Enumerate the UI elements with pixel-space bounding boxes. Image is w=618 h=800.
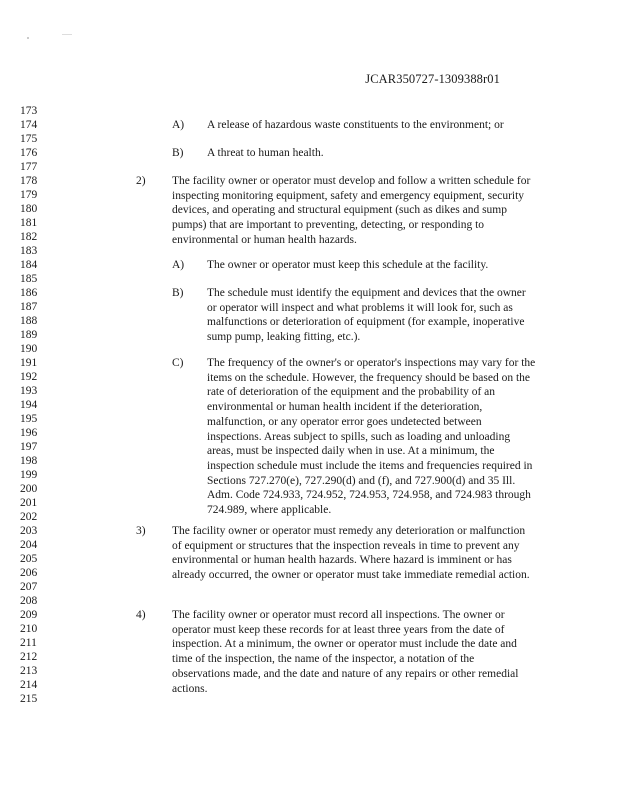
item-text: The owner or operator must keep this schedule at the facility. (207, 259, 489, 271)
line-number: 200 (20, 483, 38, 495)
item-text: The frequency of the owner's or operator's inspections may vary for the items on the schedule. However, the frequency should be based on the rate of deterioration of the equipment and the probability of an environmental or human health incident if the deterioration, malfunction, or any operator error goes undetected between inspections. Areas subject to spills, such as loading and unloading areas, must be inspected daily when in use. At a minimum, the inspection schedule must include the items and frequencies required in Sections 727.270(e), 727.290(d) and (f), and 727.900(d) and 35 Ill. Adm. Code 724.933, 724.952, 724.953, 724.958, and 724.983 through 724.989, where applicable. (207, 357, 536, 517)
line-number: 173 (20, 105, 38, 117)
item-label: A) (172, 119, 185, 131)
line-number: 206 (20, 567, 38, 579)
line-number: 215 (20, 693, 38, 705)
line-number: 191 (20, 357, 38, 369)
paragraph-number: 4) (136, 609, 146, 621)
line-number: 211 (20, 637, 37, 649)
line-number: 174 (20, 119, 38, 131)
line-number: 175 (20, 133, 38, 145)
line-number: 180 (20, 203, 38, 215)
line-number: 208 (20, 595, 38, 607)
line-number: 186 (20, 287, 38, 299)
line-number: 194 (20, 399, 38, 411)
line-number: 195 (20, 413, 38, 425)
item-text: A release of hazardous waste constituents to the environment; or (207, 119, 504, 131)
scan-mark (27, 37, 29, 39)
line-number: 177 (20, 161, 38, 173)
line-number: 185 (20, 273, 38, 285)
line-number: 182 (20, 231, 38, 243)
paragraph-number: 2) (136, 175, 146, 187)
line-number: 202 (20, 511, 38, 523)
document-id: JCAR350727-1309388r01 (365, 72, 500, 86)
line-number: 176 (20, 147, 38, 159)
paragraph-number: 3) (136, 525, 146, 537)
line-number: 214 (20, 679, 38, 691)
line-number: 187 (20, 301, 38, 313)
line-number: 197 (20, 441, 38, 453)
line-number: 179 (20, 189, 38, 201)
item-label: A) (172, 259, 185, 271)
item-label: B) (172, 147, 184, 159)
line-number: 190 (20, 343, 38, 355)
line-number: 183 (20, 245, 38, 257)
line-number: 188 (20, 315, 38, 327)
line-number: 213 (20, 665, 38, 677)
paragraph-text: The facility owner or operator must develop and follow a written schedule for inspecting monitoring equipment, safety and emergency equipment, security devices, and operating and structural equipment (such as dikes and sump pumps) that are important to preventing, detecting, or responding to environmental or human health hazards. (172, 175, 531, 246)
item-text: The schedule must identify the equipment and devices that the owner or operator will inspect and what problems it will look for, such as malfunctions or deterioration of equipment (for example, inoperative sump pump, leaking fitting, etc.). (207, 287, 526, 344)
line-number: 209 (20, 609, 38, 621)
item-label: B) (172, 287, 184, 299)
paragraph-text: The facility owner or operator must remedy any deterioration or malfunction of equipment or structures that the inspection reveals in time to prevent any environmental or human health hazards. Where hazard is imminent or has already occurred, the owner or operator must take immediate remedial action. (172, 525, 530, 582)
line-number: 192 (20, 371, 38, 383)
line-number: 181 (20, 217, 38, 229)
line-number: 204 (20, 539, 38, 551)
line-number: 203 (20, 525, 38, 537)
line-number: 198 (20, 455, 38, 467)
line-number: 207 (20, 581, 38, 593)
scan-mark (62, 34, 72, 35)
line-number: 196 (20, 427, 38, 439)
line-number: 201 (20, 497, 38, 509)
item-label: C) (172, 357, 184, 369)
line-number: 189 (20, 329, 38, 341)
line-number: 205 (20, 553, 38, 565)
paragraph-text: The facility owner or operator must record all inspections. The owner or operator must keep these records for at least three years from the date of inspection. At a minimum, the owner or operator must include the date and time of the inspection, the name of the inspector, a notation of the observations made, and the date and nature of any repairs or other remedial actions. (172, 609, 519, 695)
line-number: 212 (20, 651, 38, 663)
line-number: 199 (20, 469, 38, 481)
line-number: 193 (20, 385, 38, 397)
line-number: 184 (20, 259, 38, 271)
line-number: 178 (20, 175, 38, 187)
line-number: 210 (20, 623, 38, 635)
item-text: A threat to human health. (207, 147, 324, 159)
